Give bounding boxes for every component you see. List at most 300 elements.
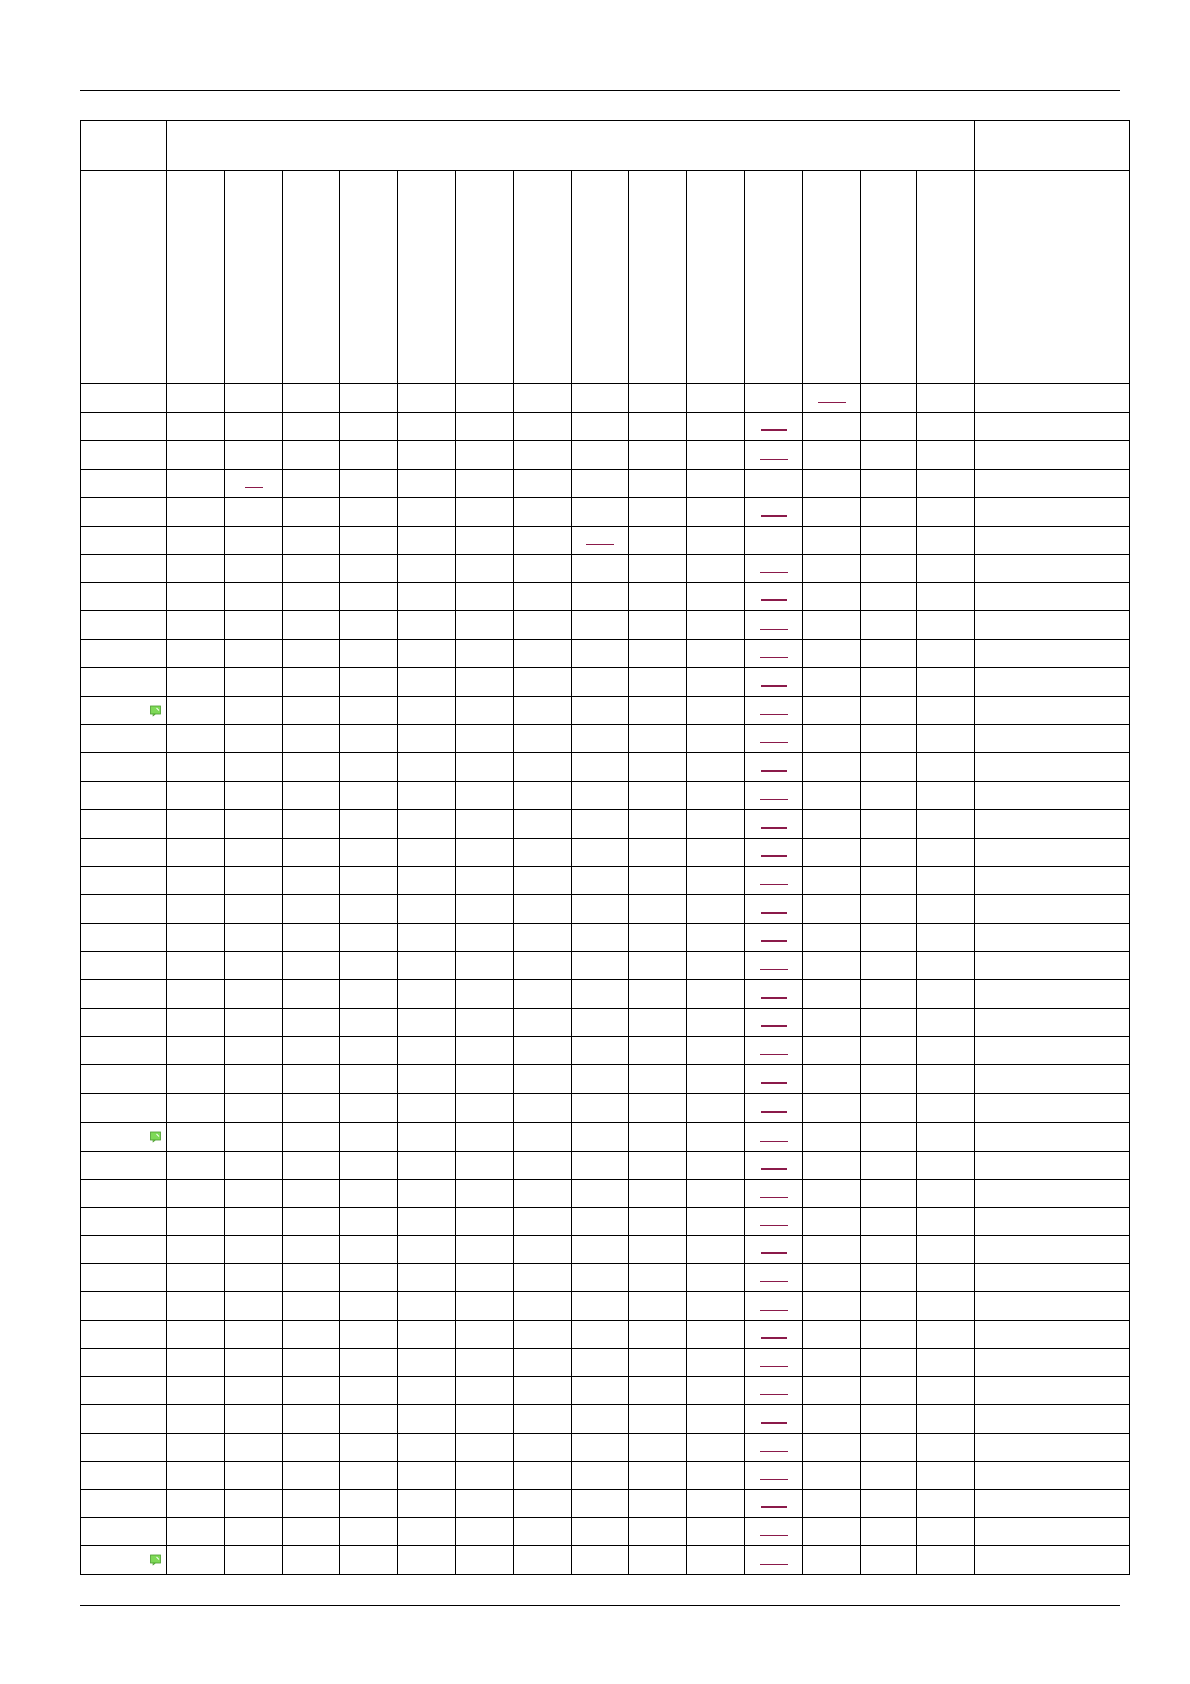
table-cell xyxy=(167,1037,225,1065)
table-cell xyxy=(283,441,340,470)
table-cell xyxy=(745,1123,803,1152)
table-cell xyxy=(398,1518,456,1546)
underline-mark xyxy=(760,629,788,630)
table-cell xyxy=(225,384,283,413)
table-cell xyxy=(283,668,340,697)
table-cell xyxy=(917,867,975,895)
table-cell xyxy=(745,555,803,583)
row-remarks-cell xyxy=(975,810,1130,839)
underline-mark xyxy=(760,1281,788,1282)
table-cell xyxy=(398,555,456,583)
table-cell xyxy=(225,867,283,895)
table-cell xyxy=(572,583,629,611)
table-cell xyxy=(398,1208,456,1236)
table-cell xyxy=(283,413,340,441)
table-cell xyxy=(861,1462,917,1490)
table-cell xyxy=(572,924,629,952)
subheader-column-12 xyxy=(803,171,861,384)
table-cell xyxy=(629,611,687,640)
row-remarks-cell xyxy=(975,1462,1130,1490)
table-cell xyxy=(687,980,745,1009)
subheader-column-14 xyxy=(917,171,975,384)
table-row xyxy=(81,1094,1130,1123)
underline-mark xyxy=(760,1054,788,1055)
table-cell xyxy=(917,1292,975,1321)
table-cell xyxy=(225,1208,283,1236)
underline-mark xyxy=(761,940,787,942)
table-cell xyxy=(167,1434,225,1462)
table-cell xyxy=(687,1123,745,1152)
table-cell xyxy=(861,1518,917,1546)
table-cell xyxy=(917,555,975,583)
table-cell xyxy=(917,980,975,1009)
table-cell xyxy=(687,697,745,725)
table-cell xyxy=(629,1123,687,1152)
table-cell xyxy=(572,1405,629,1434)
underline-mark xyxy=(760,1310,788,1311)
table-cell xyxy=(629,1094,687,1123)
row-remarks-cell xyxy=(975,611,1130,640)
table-cell xyxy=(225,1377,283,1405)
underline-mark xyxy=(761,1337,787,1339)
underline-mark xyxy=(761,429,787,431)
table-cell xyxy=(167,924,225,952)
table-cell xyxy=(861,753,917,782)
table-cell xyxy=(687,1180,745,1208)
table-cell xyxy=(167,1349,225,1377)
table-cell xyxy=(572,1321,629,1349)
row-remarks-cell xyxy=(975,1236,1130,1264)
underline-mark xyxy=(761,1111,787,1113)
table-cell xyxy=(225,1037,283,1065)
table-cell xyxy=(917,1094,975,1123)
table-cell xyxy=(283,555,340,583)
subheader-remarks-cell xyxy=(975,171,1130,384)
row-remarks-cell xyxy=(975,470,1130,498)
table-cell xyxy=(398,1152,456,1180)
table-cell xyxy=(629,980,687,1009)
table-cell xyxy=(745,1009,803,1037)
table-cell xyxy=(283,611,340,640)
table-cell xyxy=(514,1065,572,1094)
row-remarks-cell xyxy=(975,1405,1130,1434)
underline-mark xyxy=(760,884,788,885)
table-cell xyxy=(514,1208,572,1236)
row-label-cell xyxy=(81,583,167,611)
table-cell xyxy=(745,1065,803,1094)
table-cell xyxy=(283,498,340,527)
table-cell xyxy=(803,1292,861,1321)
table-cell xyxy=(514,839,572,867)
table-cell xyxy=(167,725,225,753)
table-row xyxy=(81,895,1130,924)
table-row xyxy=(81,1321,1130,1349)
table-cell xyxy=(456,1349,514,1377)
table-cell xyxy=(687,1321,745,1349)
underline-mark xyxy=(760,1225,788,1226)
row-remarks-cell xyxy=(975,555,1130,583)
table-cell xyxy=(398,1462,456,1490)
table-cell xyxy=(514,1180,572,1208)
table-cell xyxy=(745,640,803,668)
table-cell xyxy=(167,839,225,867)
table-cell xyxy=(917,1377,975,1405)
table-cell xyxy=(803,527,861,555)
table-cell xyxy=(629,1434,687,1462)
table-cell xyxy=(283,1236,340,1264)
table-cell xyxy=(917,952,975,980)
row-remarks-cell xyxy=(975,895,1130,924)
table-cell xyxy=(917,697,975,725)
table-cell xyxy=(225,1434,283,1462)
table-cell xyxy=(340,1065,398,1094)
table-cell xyxy=(687,470,745,498)
table-cell xyxy=(225,782,283,810)
table-cell xyxy=(225,1405,283,1434)
table-cell xyxy=(340,1208,398,1236)
table-cell xyxy=(398,1292,456,1321)
row-remarks-cell xyxy=(975,1518,1130,1546)
table-cell xyxy=(340,1264,398,1292)
table-cell xyxy=(572,1264,629,1292)
table-cell xyxy=(283,895,340,924)
table-cell xyxy=(514,1518,572,1546)
table-cell xyxy=(917,1123,975,1152)
row-label-cell xyxy=(81,1180,167,1208)
table-cell xyxy=(861,1152,917,1180)
table-cell xyxy=(514,1405,572,1434)
row-label-cell xyxy=(81,839,167,867)
table-cell xyxy=(340,413,398,441)
table-cell xyxy=(456,1009,514,1037)
underline-mark xyxy=(760,969,788,970)
table-cell xyxy=(917,1152,975,1180)
table-cell xyxy=(803,1152,861,1180)
table-cell xyxy=(803,1546,861,1575)
table-row xyxy=(81,867,1130,895)
table-cell xyxy=(629,1065,687,1094)
table-cell xyxy=(167,1518,225,1546)
table-header-row xyxy=(81,121,1130,171)
table-cell xyxy=(687,1094,745,1123)
table-cell xyxy=(398,583,456,611)
table-cell xyxy=(803,753,861,782)
table-cell xyxy=(745,1292,803,1321)
table-cell xyxy=(398,839,456,867)
table-cell xyxy=(398,498,456,527)
table-cell xyxy=(225,441,283,470)
table-cell xyxy=(456,1546,514,1575)
table-row xyxy=(81,640,1130,668)
underline-mark xyxy=(760,1141,788,1142)
table-cell xyxy=(398,1546,456,1575)
row-label-cell xyxy=(81,782,167,810)
table-cell xyxy=(629,1037,687,1065)
table-cell xyxy=(167,1292,225,1321)
table-row xyxy=(81,1434,1130,1462)
row-remarks-cell xyxy=(975,413,1130,441)
table-cell xyxy=(283,1321,340,1349)
table-cell xyxy=(803,583,861,611)
row-label-cell xyxy=(81,924,167,952)
table-cell xyxy=(283,725,340,753)
table-cell xyxy=(917,640,975,668)
table-cell xyxy=(283,384,340,413)
row-label-cell xyxy=(81,1236,167,1264)
table-cell xyxy=(456,1065,514,1094)
table-cell xyxy=(803,470,861,498)
table-cell xyxy=(167,1377,225,1405)
table-cell xyxy=(745,782,803,810)
table-row xyxy=(81,1462,1130,1490)
table-cell xyxy=(398,1434,456,1462)
table-cell xyxy=(283,1462,340,1490)
table-cell xyxy=(514,1094,572,1123)
table-cell xyxy=(340,895,398,924)
table-cell xyxy=(225,1152,283,1180)
table-cell xyxy=(398,810,456,839)
table-cell xyxy=(687,1009,745,1037)
table-cell xyxy=(917,1518,975,1546)
table-cell xyxy=(514,1236,572,1264)
table-cell xyxy=(803,1180,861,1208)
table-cell xyxy=(225,1321,283,1349)
table-cell xyxy=(398,527,456,555)
table-cell xyxy=(456,810,514,839)
table-cell xyxy=(572,1518,629,1546)
table-cell xyxy=(861,555,917,583)
table-row xyxy=(81,1377,1130,1405)
table-cell xyxy=(917,527,975,555)
row-remarks-cell xyxy=(975,1264,1130,1292)
table-cell xyxy=(167,1123,225,1152)
table-row xyxy=(81,384,1130,413)
table-cell xyxy=(283,867,340,895)
table-cell xyxy=(283,810,340,839)
table-cell xyxy=(803,1065,861,1094)
table-cell xyxy=(687,1434,745,1462)
table-cell xyxy=(861,980,917,1009)
table-cell xyxy=(340,1009,398,1037)
table-cell xyxy=(572,1349,629,1377)
table-cell xyxy=(167,1236,225,1264)
table-cell xyxy=(861,1123,917,1152)
table-cell xyxy=(917,725,975,753)
table-cell xyxy=(861,895,917,924)
table-row xyxy=(81,1037,1130,1065)
table-cell xyxy=(917,1264,975,1292)
table-cell xyxy=(803,980,861,1009)
table-cell xyxy=(225,1546,283,1575)
table-cell xyxy=(572,753,629,782)
table-cell xyxy=(687,1292,745,1321)
table-row xyxy=(81,697,1130,725)
comment-note-icon[interactable] xyxy=(150,705,161,716)
table-cell xyxy=(456,1264,514,1292)
table-cell xyxy=(225,1123,283,1152)
table-cell xyxy=(861,1377,917,1405)
table-cell xyxy=(456,583,514,611)
table-cell xyxy=(745,753,803,782)
table-cell xyxy=(803,924,861,952)
table-cell xyxy=(803,1208,861,1236)
table-cell xyxy=(745,384,803,413)
table-row xyxy=(81,980,1130,1009)
underline-mark xyxy=(761,1025,787,1027)
row-remarks-cell xyxy=(975,498,1130,527)
table-cell xyxy=(917,839,975,867)
table-cell xyxy=(917,441,975,470)
table-cell xyxy=(745,1518,803,1546)
footer-rule xyxy=(80,1605,1120,1606)
table-cell xyxy=(687,1518,745,1546)
comment-note-icon[interactable] xyxy=(150,1555,161,1566)
table-cell xyxy=(861,384,917,413)
table-cell xyxy=(861,583,917,611)
table-cell xyxy=(745,924,803,952)
table-cell xyxy=(398,1377,456,1405)
table-cell xyxy=(514,470,572,498)
table-cell xyxy=(514,413,572,441)
table-cell xyxy=(687,1236,745,1264)
table-cell xyxy=(629,1152,687,1180)
table-cell xyxy=(745,1349,803,1377)
table-cell xyxy=(225,1180,283,1208)
table-cell xyxy=(803,640,861,668)
table-cell xyxy=(861,470,917,498)
row-label-cell xyxy=(81,980,167,1009)
table-cell xyxy=(687,1152,745,1180)
table-cell xyxy=(917,1037,975,1065)
table-cell xyxy=(803,441,861,470)
table-cell xyxy=(917,810,975,839)
table-cell xyxy=(861,1236,917,1264)
table-cell xyxy=(687,1377,745,1405)
table-cell xyxy=(167,1264,225,1292)
table-cell xyxy=(514,753,572,782)
table-cell xyxy=(917,1009,975,1037)
table-cell xyxy=(340,583,398,611)
table-cell xyxy=(687,1490,745,1518)
table-cell xyxy=(572,640,629,668)
row-label-cell xyxy=(81,1490,167,1518)
underline-mark xyxy=(760,459,788,460)
table-cell xyxy=(803,895,861,924)
row-remarks-cell xyxy=(975,1490,1130,1518)
table-cell xyxy=(917,782,975,810)
table-cell xyxy=(225,1292,283,1321)
table-cell xyxy=(745,441,803,470)
table-cell xyxy=(861,1349,917,1377)
table-cell xyxy=(745,980,803,1009)
row-remarks-cell xyxy=(975,1009,1130,1037)
table-cell xyxy=(803,1434,861,1462)
row-label-cell xyxy=(81,1009,167,1037)
subheader-column-5 xyxy=(398,171,456,384)
table-cell xyxy=(514,1037,572,1065)
table-row xyxy=(81,810,1130,839)
table-cell xyxy=(687,725,745,753)
table-cell xyxy=(340,1123,398,1152)
row-label-cell xyxy=(81,1152,167,1180)
row-label-cell xyxy=(81,640,167,668)
table-cell xyxy=(514,1490,572,1518)
table-cell xyxy=(861,1405,917,1434)
table-cell xyxy=(917,1321,975,1349)
table-cell xyxy=(514,1123,572,1152)
table-cell xyxy=(340,384,398,413)
table-cell xyxy=(225,1236,283,1264)
table-cell xyxy=(456,924,514,952)
table-cell xyxy=(745,413,803,441)
table-cell xyxy=(283,753,340,782)
table-cell xyxy=(687,498,745,527)
table-cell xyxy=(283,924,340,952)
table-cell xyxy=(514,924,572,952)
table-cell xyxy=(167,1546,225,1575)
table-row xyxy=(81,952,1130,980)
table-cell xyxy=(803,1462,861,1490)
underline-mark xyxy=(761,855,787,857)
table-cell xyxy=(917,1405,975,1434)
comment-note-icon[interactable] xyxy=(150,1132,161,1143)
table-cell xyxy=(803,1490,861,1518)
table-cell xyxy=(398,413,456,441)
table-cell xyxy=(283,980,340,1009)
row-label-cell xyxy=(81,895,167,924)
table-cell xyxy=(283,1208,340,1236)
table-cell xyxy=(861,498,917,527)
table-cell xyxy=(572,1490,629,1518)
table-cell xyxy=(745,1377,803,1405)
table-cell xyxy=(398,952,456,980)
table-cell xyxy=(456,1180,514,1208)
table-cell xyxy=(167,697,225,725)
table-cell xyxy=(167,640,225,668)
table-cell xyxy=(629,555,687,583)
subheader-label-cell xyxy=(81,171,167,384)
table-cell xyxy=(917,668,975,697)
table-cell xyxy=(629,1546,687,1575)
table-cell xyxy=(167,1490,225,1518)
table-cell xyxy=(917,924,975,952)
table-cell xyxy=(917,1180,975,1208)
table-cell xyxy=(167,384,225,413)
table-cell xyxy=(629,1009,687,1037)
table-cell xyxy=(225,839,283,867)
table-cell xyxy=(456,867,514,895)
table-cell xyxy=(167,555,225,583)
underline-mark xyxy=(761,770,787,772)
table-cell xyxy=(917,413,975,441)
table-cell xyxy=(398,1490,456,1518)
table-cell xyxy=(572,470,629,498)
table-cell xyxy=(745,1434,803,1462)
table-cell xyxy=(687,527,745,555)
table-cell xyxy=(514,441,572,470)
table-cell xyxy=(861,1094,917,1123)
table-cell xyxy=(572,1180,629,1208)
table-cell xyxy=(803,668,861,697)
table-cell xyxy=(398,1123,456,1152)
row-remarks-cell xyxy=(975,1349,1130,1377)
table-row xyxy=(81,1490,1130,1518)
table-cell xyxy=(456,1321,514,1349)
table-cell xyxy=(917,1349,975,1377)
row-label-cell xyxy=(81,1208,167,1236)
table-cell xyxy=(803,1037,861,1065)
table-cell xyxy=(629,1377,687,1405)
